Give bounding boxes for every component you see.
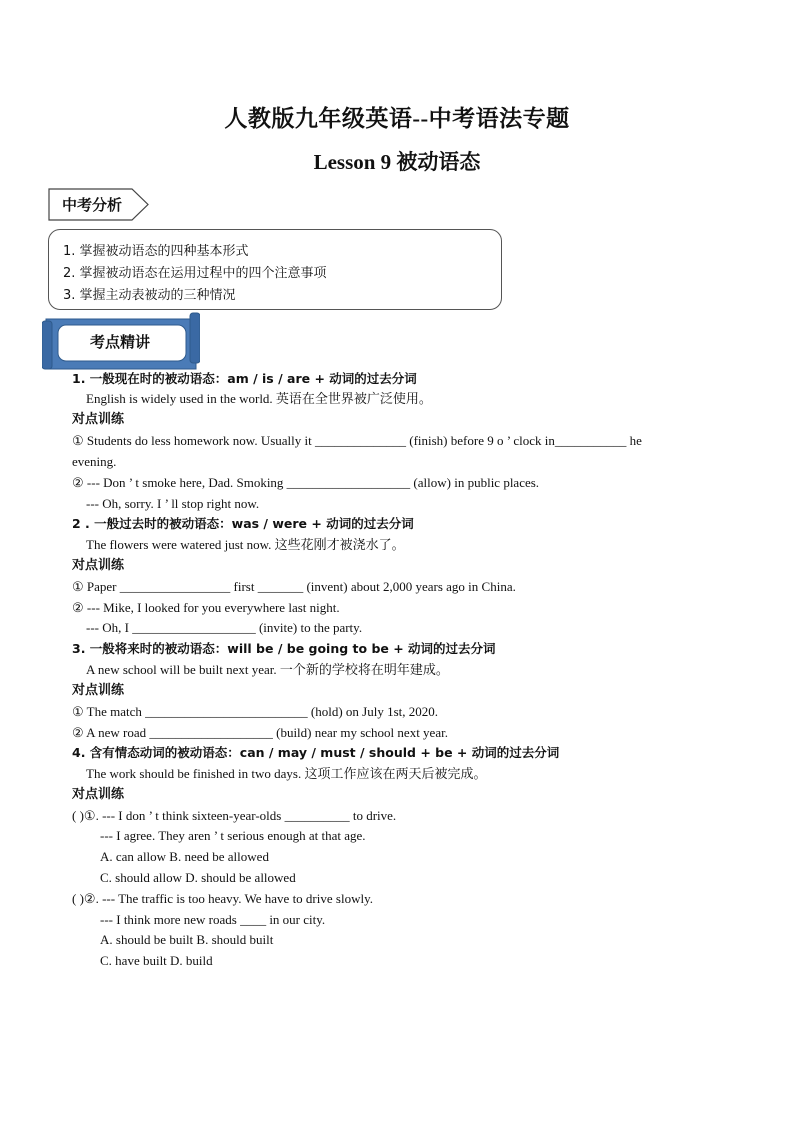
text-line: evening.: [72, 454, 117, 469]
text-line: C. should allow D. should be allowed: [100, 870, 296, 885]
section-heading: 3. 一般将来时的被动语态：will be / be going to be + 动词的过去分词: [72, 641, 496, 656]
text-line: A. should be built B. should built: [100, 932, 274, 947]
text-line: C. have built D. build: [100, 953, 213, 968]
text-line: ① The match _________________________ (hold) on July 1st, 2020.: [72, 704, 439, 719]
text-line: A. can allow B. need be allowed: [100, 849, 269, 864]
practice-label: 对点训练: [72, 412, 125, 427]
text-line: --- I think more new roads ____ in our city.: [100, 912, 326, 927]
text-line: --- I agree. They aren ’ t serious enough at that age.: [100, 828, 366, 843]
analysis-label: 中考分析: [62, 196, 123, 214]
text-line: --- Oh, sorry. I ’ ll stop right now.: [86, 496, 260, 511]
text-line: --- Oh, I ___________________ (invite) to the party.: [86, 620, 363, 635]
section-heading: 1. 一般现在时的被动语态：am / is / are + 动词的过去分词: [72, 371, 417, 386]
objective-item: 2. 掌握被动语态在运用过程中的四个注意事项: [63, 266, 327, 281]
section-heading: 2 . 一般过去时的被动语态：was / were + 动词的过去分词: [72, 516, 414, 531]
page-title: 人教版九年级英语--中考语法专题: [224, 106, 570, 131]
section-heading: 4. 含有情态动词的被动语态：can / may / must / should + be + 动词的过去分词: [72, 745, 560, 760]
objectives-box: [48, 229, 502, 310]
text-line: The work should be finished in two days. 这项工作应该在两天后被完成。: [86, 766, 487, 781]
kaodian-section-tag: [42, 311, 200, 373]
text-line: ① Paper _________________ first _______ (invent) about 2,000 years ago in China.: [72, 579, 516, 594]
practice-label: 对点训练: [72, 787, 125, 802]
text-line: ② --- Mike, I looked for you everywhere last night.: [72, 600, 340, 615]
text-line: English is widely used in the world. 英语在全世界被广泛使用。: [86, 391, 432, 406]
kaodian-label: 考点精讲: [90, 333, 151, 351]
text-line: The flowers were watered just now. 这些花刚才被浇水了。: [86, 537, 405, 552]
text-line: ② --- Don ’ t smoke here, Dad. Smoking ___________________ (allow) in public places.: [72, 475, 540, 490]
text-line: ② A new road ___________________ (build) near my school next year.: [72, 725, 448, 740]
practice-label: 对点训练: [72, 683, 125, 698]
objective-item: 1. 掌握被动语态的四种基本形式: [63, 244, 249, 259]
text-line: ( )②. --- The traffic is too heavy. We have to drive slowly.: [72, 891, 373, 906]
practice-label: 对点训练: [72, 558, 125, 573]
text-line: A new school will be built next year. 一个新的学校将在明年建成。: [86, 662, 449, 677]
analysis-section-tag: [48, 188, 148, 220]
lesson-title: Lesson 9 被动语态: [313, 150, 481, 174]
objective-item: 3. 掌握主动表被动的三种情况: [63, 288, 236, 303]
text-line: ① Students do less homework now. Usually it ______________ (finish) before 9 o ’ clock in___________ he: [72, 433, 642, 448]
text-line: ( )①. --- I don ’ t think sixteen-year-olds __________ to drive.: [72, 808, 397, 823]
